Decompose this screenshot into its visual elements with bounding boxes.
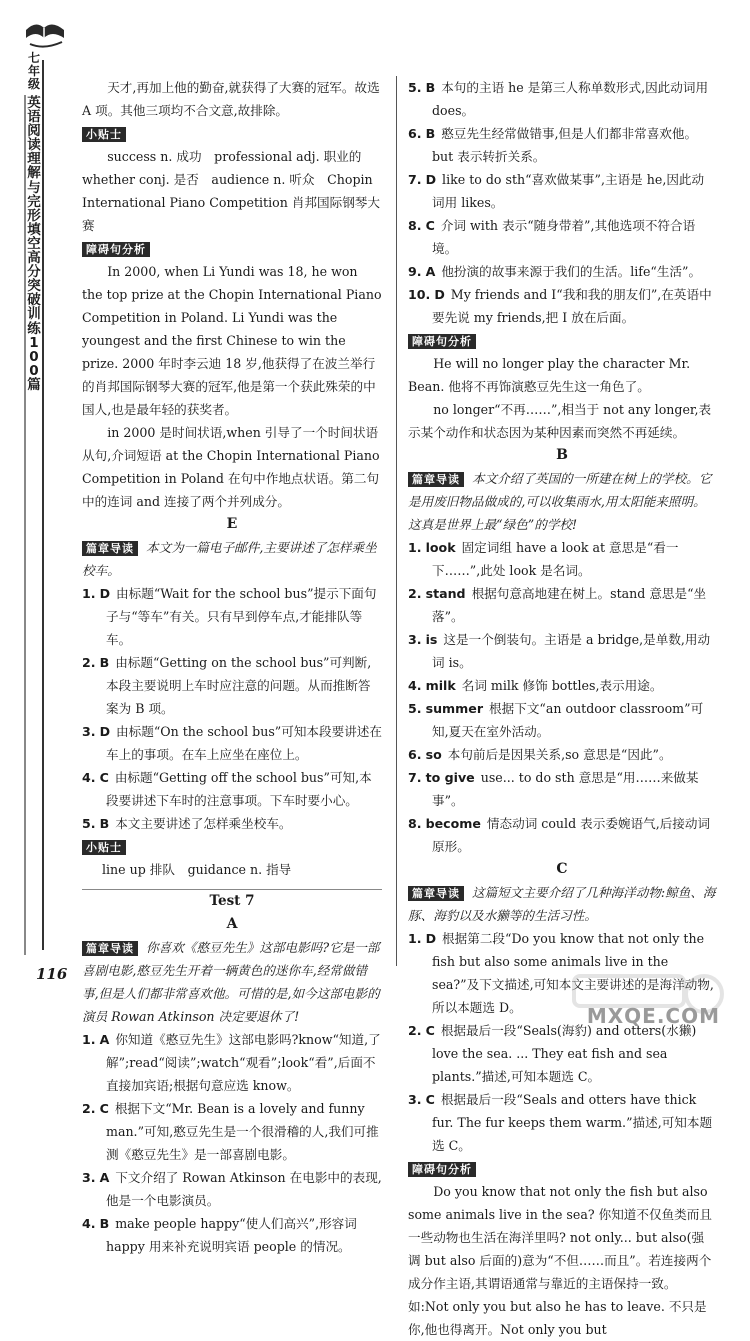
answer-item: 3. is 这是一个倒装句。主语是 a bridge,是单数,用动词 is。 — [408, 632, 711, 670]
answer-item: 1. look 固定词组 have a look at 意思是“看一下……”,此处 look 是名词。 — [408, 540, 679, 578]
tips-text: success n. 成功 professional adj. 职业的 whether conj. 是否 audience n. 听众 Chopin International Piano Competition 肖邦国际钢琴大赛 — [82, 149, 380, 233]
answer-item: 5. B 本句的主语 he 是第三人称单数形式,因此动词用 does。 — [408, 80, 709, 118]
analysis-explanation: Do you know that not only the fish but also some animals live in the sea? 你知道不仅鱼类而且一些动物也生活在海洋里吗? not only... but also(强调 but also 后面的)意为“不但……而且”。若连接两个成分作主语,其谓语通常与靠近的主语保持一致。如:Not only you but also he has to leave. 不只是你,他也得离开。Not only you but — [408, 1184, 712, 1337]
guide-text: 本文为一篇电子邮件,主要讲述了怎样乘坐校车。 — [82, 540, 377, 578]
analysis-tag: 障碍句分析 — [408, 334, 476, 349]
grade-label: 七年级 — [27, 51, 40, 91]
answer-item: 3. A 下文介绍了 Rowan Atkinson 在电影中的表现,他是一个电影演员。 — [82, 1170, 382, 1208]
answer-item: 6. B 憨豆先生经常做错事,但是人们都非常喜欢他。but 表示转折关系。 — [408, 126, 698, 164]
analysis-sentence: He will no longer play the character Mr. Bean. 他将不再饰演憨豆先生这一角色了。 — [408, 356, 691, 394]
answer-list — [408, 76, 716, 329]
answer-item: 2. C 根据最后一段“Seals(海豹) and otters(水獭) love the sea. ... They eat fish and sea plants.”描述,可知本题选 C。 — [408, 1023, 697, 1084]
answer-item: 2. stand 根据句意高地建在树上。stand 意思是“坐落”。 — [408, 586, 707, 624]
guide-tag: 篇章导读 — [82, 541, 138, 556]
answer-item: 4. milk 名词 milk 修饰 bottles,表示用途。 — [408, 678, 663, 693]
section-letter: B — [556, 447, 568, 463]
guide-tag: 篇章导读 — [408, 472, 464, 487]
answer-item: 2. C 根据下文“Mr. Bean is a lovely and funny man.”可知,憨豆先生是一个很滑稽的人,我们可推测《憨豆先生》是一部喜剧电影。 — [82, 1101, 379, 1162]
guide-paragraph — [408, 881, 716, 927]
guide-text: 本文介绍了英国的一所建在树上的学校。它是用废旧物品做成的,可以收集雨水,用太阳能来照明。这真是世界上最“绿色”的学校! — [408, 471, 712, 532]
answer-list — [408, 536, 716, 858]
answer-item: 3. C 根据最后一段“Seals and otters have thick fur. The fur keeps them warm.”描述,可知本题选 C。 — [408, 1092, 713, 1153]
book-logo-icon — [22, 12, 68, 52]
guide-text: 这篇短文主要介绍了几种海洋动物:鲸鱼、海豚、海豹以及水獭等的生活习性。 — [408, 885, 716, 923]
answer-item: 9. A 他扮演的故事来源于我们的生活。life“生活”。 — [408, 264, 702, 279]
sidebar — [22, 0, 72, 1040]
answer-item: 8. C 介词 with 表示“随身带着”,其他选项不符合语境。 — [408, 218, 696, 256]
answer-item: 5. summer 根据下文“an outdoor classroom”可知,夏天在室外活动。 — [408, 701, 704, 739]
tips-tag: 小贴士 — [82, 840, 126, 855]
section-letter: E — [226, 516, 238, 532]
right-column — [408, 76, 716, 1341]
tips-text: line up 排队 guidance n. 指导 — [102, 862, 292, 877]
guide-tag: 篇章导读 — [408, 886, 464, 901]
analysis-tag: 障碍句分析 — [82, 242, 150, 257]
guide-tag: 篇章导读 — [82, 941, 138, 956]
column-divider — [396, 76, 397, 966]
answer-item: 2. B 由标题“Getting on the school bus”可判断,本段主要说明上车时应注意的问题。从而推断答案为 B 项。 — [82, 655, 372, 716]
answer-item: 10. D My friends and I“我和我的朋友们”,在英语中要先说 my friends,把 I 放在后面。 — [408, 287, 712, 325]
section-letter: C — [556, 861, 568, 877]
answer-item: 1. A 你知道《憨豆先生》这部电影吗?know“知道,了解”;read“阅读”;watch“观看”;look“看”,后面不直接加宾语;根据句意应选 know。 — [82, 1032, 381, 1093]
answer-list — [82, 582, 382, 835]
answer-item: 4. B make people happy“使人们高兴”,形容词 happy 用来补充说明宾语 people 的情况。 — [82, 1216, 357, 1254]
answer-item: 8. become 情态动词 could 表示委婉语气,后接动词原形。 — [408, 816, 711, 854]
answer-item: 3. D 由标题“On the school bus”可知本段要讲述在车上的事项。在车上应坐在座位上。 — [82, 724, 382, 762]
answer-item: 1. D 根据第二段“Do you know that not only the fish but also some animals live in the sea?”及下文描述,可知本文主要讲述的是海洋动物,所以本题选 D。 — [408, 931, 714, 1015]
tips-tag: 小贴士 — [82, 127, 126, 142]
analysis-sentence: In 2000, when Li Yundi was 18, he won the top prize at the Chopin International Piano Competition in Poland. Li Yundi was the youngest and the first Chinese to win the prize. 2000 年时李云迪 18 岁,他获得了在波兰举行的肖邦国际钢琴大赛的冠军,他是第一个获此殊荣的中国人,也是最年轻的获奖者。 — [82, 264, 382, 417]
guide-paragraph — [408, 467, 716, 536]
analysis-explanation: in 2000 是时间状语,when 引导了一个时间状语从句,介词短语 at the Chopin International Piano Competition in Poland 在句中作地点状语。第二句中的连词 and 连接了两个并列成分。 — [82, 425, 380, 509]
answer-item: 1. D 由标题“Wait for the school bus”提示下面句子与“等车”有关。只有早到停车点,才能排队等车。 — [82, 586, 377, 647]
guide-text: 你喜欢《憨豆先生》这部电影吗?它是一部喜剧电影,憨豆先生开着一辆黄色的迷你车,经常做错事,但是人们都非常喜欢他。可惜的是,如今这部电影的演员 Rowan Atkinson 决定要退休了! — [82, 940, 380, 1024]
analysis-tag: 障碍句分析 — [408, 1162, 476, 1177]
answer-item: 5. B 本文主要讲述了怎样乘坐校车。 — [82, 816, 292, 831]
continuation-text: 天才,再加上他的勤奋,就获得了大赛的冠军。故选 A 项。其他三项均不合文意,故排除。 — [82, 80, 380, 118]
left-column — [82, 76, 382, 1258]
sidebar-rule — [42, 60, 44, 950]
analysis-explanation: no longer“不再……”,相当于 not any longer,表示某个动作和状态因为某种因素而突然不再延续。 — [408, 402, 712, 440]
answer-list — [408, 927, 716, 1157]
answer-item: 4. C 由标题“Getting off the school bus”可知,本段要讲述下车时的注意事项。下车时要小心。 — [82, 770, 372, 808]
watermark-text: MXQE.COM — [586, 1004, 720, 1028]
guide-paragraph — [82, 536, 382, 582]
book-title: 英 语 阅 读 理 解 与 完 形 填 空 高 分 突 破 训 练 1 0 0 篇 — [27, 95, 41, 393]
answer-list — [82, 1028, 382, 1258]
section-letter: A — [226, 916, 238, 932]
page-number: 116 — [36, 965, 68, 983]
answer-item: 6. so 本句前后是因果关系,so 意思是“因此”。 — [408, 747, 672, 762]
answer-item: 7. D like to do sth“喜欢做某事”,主语是 he,因此动词用 likes。 — [408, 172, 705, 210]
answer-item: 7. to give use... to do sth 意思是“用……来做某事”。 — [408, 770, 699, 808]
guide-paragraph — [82, 936, 382, 1028]
test-title: Test 7 — [82, 889, 382, 913]
